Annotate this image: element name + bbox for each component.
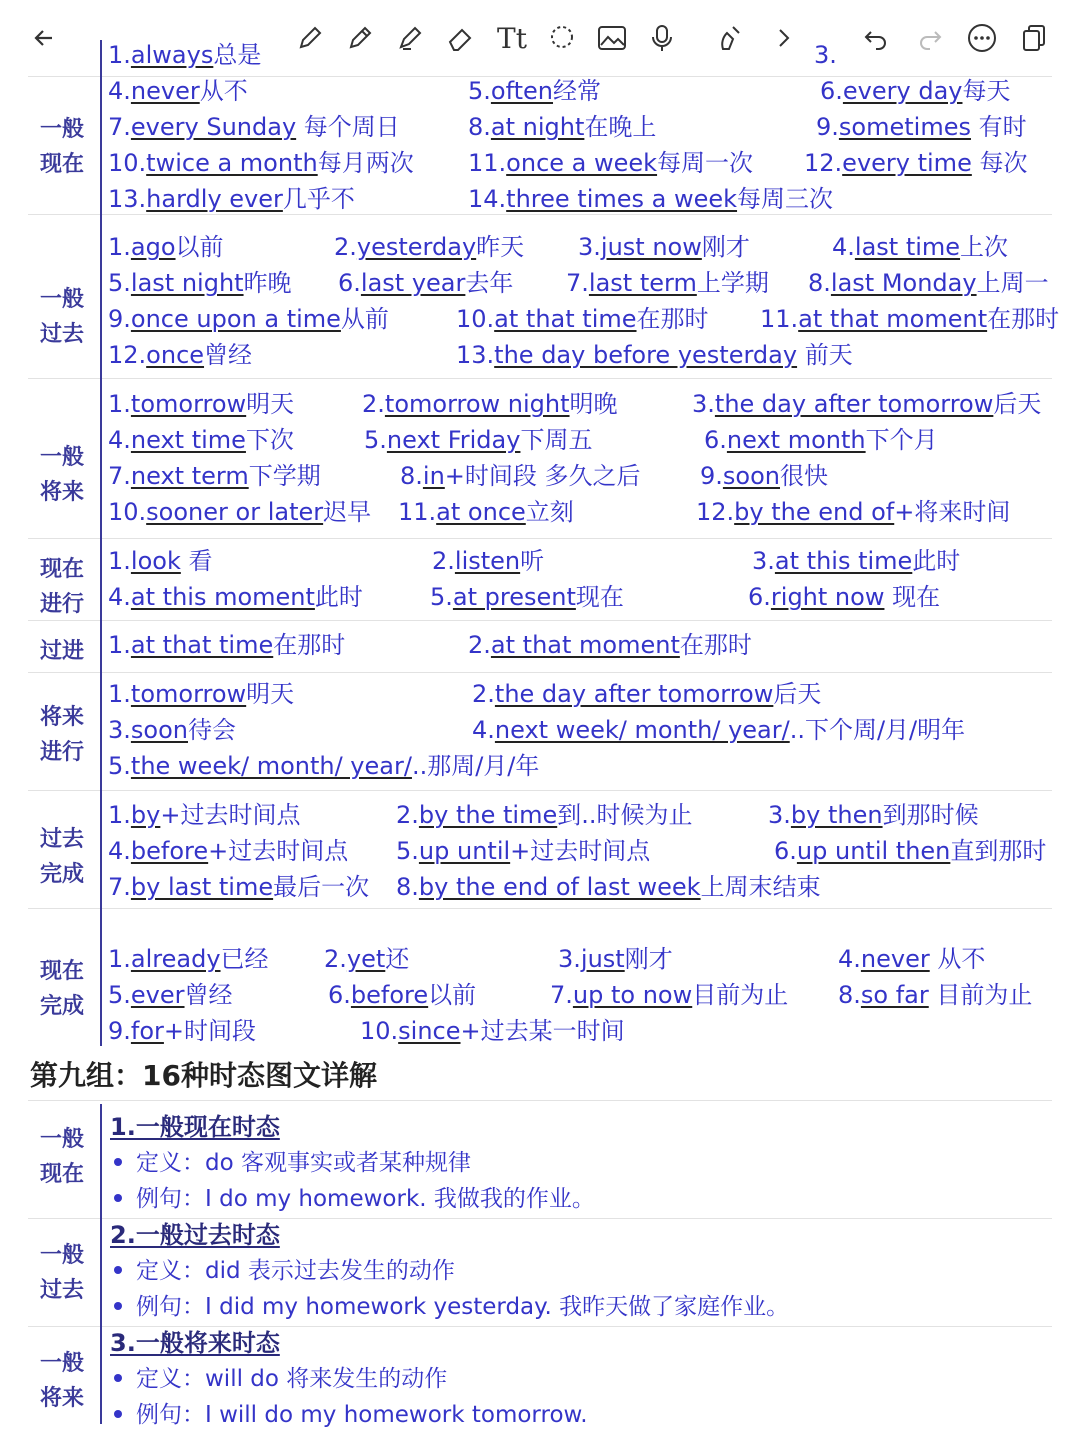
tense-item: 10.at that time在那时 [456,305,709,333]
more-icon[interactable] [962,18,1002,58]
definition-bullet: 定义：did 表示过去发生的动作 [110,1256,455,1286]
tense-item: 5.up until+过去时间点 [396,837,651,865]
tense-item: 3.just now刚才 [578,233,750,261]
tense-item: 4.last time上次 [832,233,1009,261]
tense-item: 7.by last time最后一次 [108,873,370,901]
tense-item: 1.look 看 [108,547,213,575]
rule-line [28,214,1052,215]
tense-item: 2.listen听 [432,547,545,575]
detail-title: 1.一般现在时态 [110,1113,280,1141]
back-arrow-icon[interactable] [24,18,64,58]
highlighter-icon[interactable] [390,18,430,58]
tense-item: 5.at present现在 [430,583,624,611]
tense-label: 一般 将来 [39,445,84,505]
tense-label: 一般 现在 [39,117,84,177]
pencil-icon[interactable] [340,18,380,58]
copy-icon[interactable] [1014,18,1054,58]
tense-label: 一般 过去 [39,287,84,347]
tense-item: 4.before+过去时间点 [108,837,349,865]
tense-label: 现在 完成 [39,959,84,1019]
tense-item: 12.once曾经 [108,341,253,369]
detail-tense-label: 一般 过去 [39,1243,84,1303]
tense-item: 2.tomorrow night明晚 [362,390,618,418]
tense-label: 过进 [39,639,84,664]
tense-item: 10.since+过去某一时间 [360,1017,625,1045]
rule-line [28,790,1052,791]
bullet-dot [114,1194,122,1202]
tense-item: 11.at once立刻 [398,498,574,526]
tense-item: 1.already已经 [108,945,269,973]
tense-item: 8.last Monday上周一 [808,269,1049,297]
tense-item: 5.the week/ month/ year/..那周/月/年 [108,752,540,780]
tense-label: 将来 进行 [39,705,84,765]
rule-line [28,1326,1052,1327]
tense-item: 1.at that time在那时 [108,631,346,659]
tense-item: 3.at this time此时 [752,547,961,575]
note-toolbar [0,0,1080,78]
tense-item: 7.up to now目前为止 [550,981,789,1009]
text-tool-icon[interactable]: Tt [492,18,532,58]
detail-title: 3.一般将来时态 [110,1329,280,1357]
detail-tense-label: 一般 现在 [39,1127,84,1187]
tense-item: 10.twice a month每月两次 [108,149,414,177]
tense-item: 4.never 从不 [838,945,986,973]
undo-icon[interactable] [856,18,896,58]
rule-line [28,620,1052,621]
tense-item: 2.by the time到..时候为止 [396,801,693,829]
tense-item: 5.last night昨晚 [108,269,292,297]
rule-line [28,1100,1052,1101]
tense-item: 4.at this moment此时 [108,583,363,611]
tense-label: 现在 进行 [39,557,84,617]
tense-item: 9.for+时间段 [108,1017,257,1045]
bullet-dot [114,1374,122,1382]
margin-line [100,40,102,1046]
tense-item: 8.in+时间段 多久之后 [400,462,641,490]
tense-item: 6.last year去年 [338,269,514,297]
tense-item: 2.at that moment在那时 [468,631,752,659]
rule-line [28,538,1052,539]
example-bullet: 例句：I will do my homework tomorrow. [110,1400,588,1430]
tense-item: 7.every Sunday 每个周日 [108,113,400,141]
tense-item: 7.next term下学期 [108,462,321,490]
tense-item: 11.once a week每周一次 [468,149,754,177]
bullet-dot [114,1410,122,1418]
tense-item: 5.often经常 [468,77,602,105]
tense-item: 10.sooner or later迟早 [108,498,372,526]
tense-item: 11.at that moment在那时 [760,305,1060,333]
tense-item: 6.up until then直到那时 [774,837,1047,865]
tense-item: 1.tomorrow明天 [108,680,295,708]
tense-item: 14.three times a week每周三次 [468,185,834,213]
tense-item: 8.by the end of last week上周末结束 [396,873,821,901]
detail-tense-label: 一般 将来 [39,1351,84,1411]
tense-item: 3.just刚才 [558,945,673,973]
chevron-right-icon[interactable] [764,18,804,58]
tense-item: 9.once upon a time从前 [108,305,389,333]
tense-item: 13.the day before yesterday 前天 [456,341,853,369]
definition-bullet: 定义：will do 将来发生的动作 [110,1364,447,1394]
tense-item: 12.by the end of+将来时间 [696,498,1011,526]
tense-item: 9.sometimes 有时 [816,113,1027,141]
section-heading: 第九组：16种时态图文详解 [30,1059,377,1092]
tense-item: 4.next time下次 [108,426,294,454]
tense-item: 5.next Friday下周五 [364,426,593,454]
tense-item: 9.soon很快 [700,462,828,490]
tense-item: 2.yet还 [324,945,410,973]
tense-item: 4.next week/ month/ year/..下个周/月/明年 [472,716,966,744]
microphone-icon[interactable] [642,18,682,58]
tense-item: 12.every time 每次 [804,149,1028,177]
definition-bullet: 定义：do 客观事实或者某种规律 [110,1148,471,1178]
tense-item: 3.by then到那时候 [768,801,979,829]
tense-item: 6.before以前 [328,981,477,1009]
tense-item: 3. [814,41,837,69]
tense-label: 过去 完成 [39,827,84,887]
eraser-icon[interactable] [440,18,480,58]
tense-item: 8.so far 目前为止 [838,981,1033,1009]
tense-item: 2.the day after tomorrow后天 [472,680,822,708]
rule-line [28,908,1052,909]
rule-line [28,1218,1052,1219]
image-icon[interactable] [592,18,632,58]
tense-item: 1.by+过去时间点 [108,801,301,829]
tense-item: 7.last term上学期 [566,269,769,297]
example-bullet: 例句：I do my homework. 我做我的作业。 [110,1184,595,1214]
pen-icon[interactable] [290,18,330,58]
tense-item: 4.never从不 [108,77,248,105]
tense-item: 1.tomorrow明天 [108,390,295,418]
bullet-dot [114,1266,122,1274]
bullet-dot [114,1158,122,1166]
tense-item: 3.the day after tomorrow后天 [692,390,1042,418]
tense-item: 5.ever曾经 [108,981,233,1009]
rule-line [28,672,1052,673]
redo-icon[interactable] [910,18,950,58]
tense-item: 8.at night在晚上 [468,113,657,141]
example-bullet: 例句：I did my homework yesterday. 我昨天做了家庭作业。 [110,1292,789,1322]
tense-item: 6.right now 现在 [748,583,941,611]
tense-item: 1.ago以前 [108,233,224,261]
tense-item: 6.next month下个月 [704,426,938,454]
hand-pen-icon[interactable] [710,18,750,58]
tense-item: 2.yesterday昨天 [334,233,525,261]
tense-item: 1.always总是 [108,41,262,69]
tense-item: 3.soon待会 [108,716,236,744]
lasso-icon[interactable] [542,18,582,58]
bullet-dot [114,1302,122,1310]
tense-item: 13.hardly ever几乎不 [108,185,355,213]
tense-item: 6.every day每天 [820,77,1011,105]
rule-line [28,378,1052,379]
detail-title: 2.一般过去时态 [110,1221,280,1249]
